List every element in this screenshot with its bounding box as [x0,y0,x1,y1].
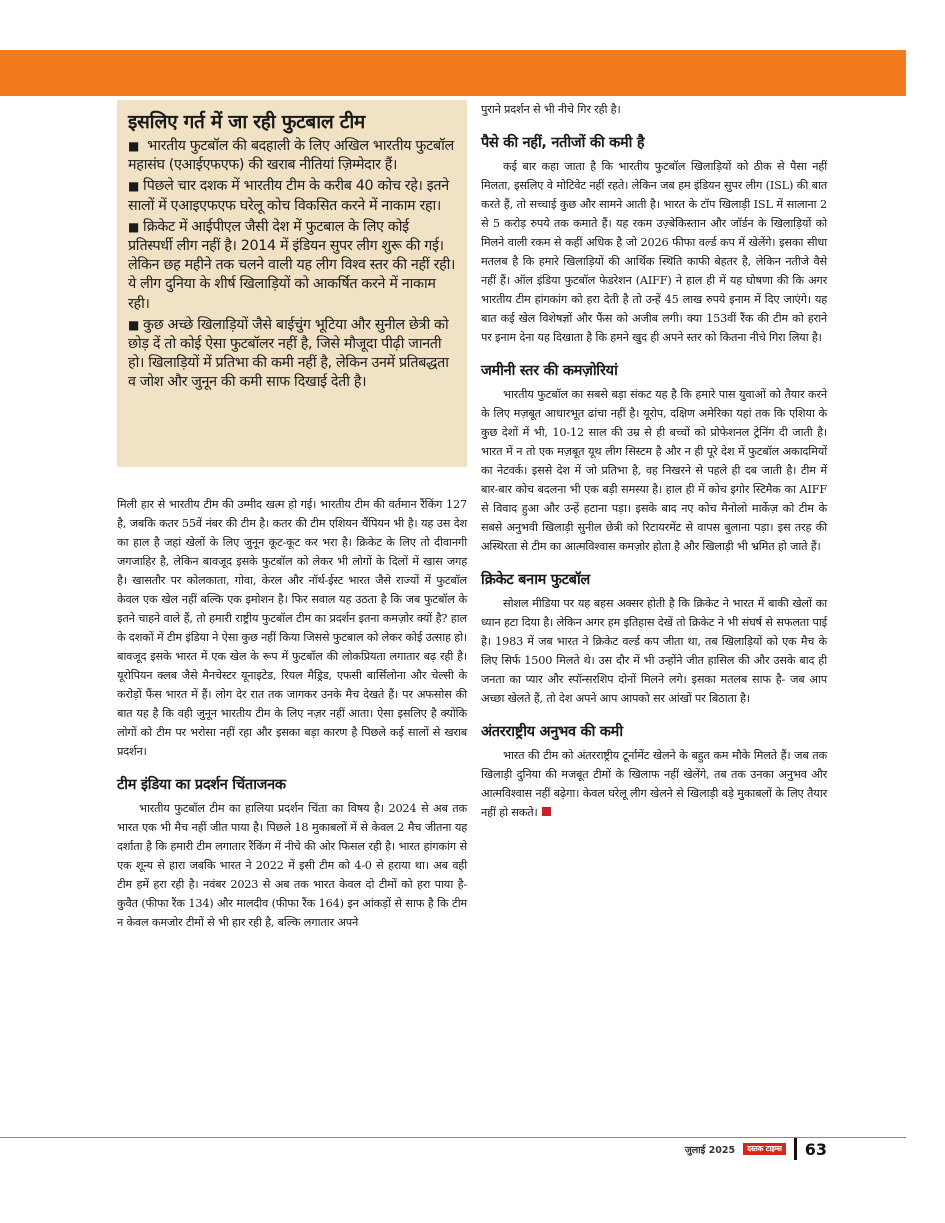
section-heading: टीम इंडिया का प्रदर्शन चिंताजनक [117,777,286,793]
sidebar-point [128,177,457,215]
sidebar-point [128,218,457,314]
sidebar-point-text: कुछ अच्छे खिलाड़ियों जैसे बाईचुंग भूटिया और सुनील छेत्री को छोड़ दें तो कोई ऐसा फुटबॉलर नहीं है, जिसे मौजूदा पीढ़ी जानती हो। खिलाड़ियों में प्रतिभा की कमी नहीं है, लेकिन उनमें प्रतिबद्धता व जोश और जुनून की कमी साफ दिखाई देती है। [128,316,449,391]
footer-rule [0,1137,906,1138]
sidebar-point [128,137,457,175]
sidebar-box [117,100,467,467]
end-mark-icon [542,807,551,816]
section-heading: जमीनी स्तर की कमज़ोरियां [481,363,618,379]
section-paragraph: सोशल मीडिया पर यह बहस अक्सर होती है कि क्रिकेट ने भारत में बाकी खेलों का ध्यान हटा दिया है। लेकिन अगर हम इतिहास देखें तो क्रिकेट ने भी संघर्ष से सफलता पाई है। 1983 में जब भारत ने क्रिकेट वर्ल्ड कप जीता था, तब खिलाड़ियों को एक मैच के लिए सिर्फ 1500 मिलते थे। उस दौर में भी उन्होंने जीत हासिल की और उसके बाद ही जनता का प्यार और स्पॉन्सरशिप दोनों मिलने लगे। इसका मतलब साफ है- जब आप अच्छा खेलते हैं, तो देश अपने आप आपको सर आंखों पर बिठाता है। [481,597,827,705]
square-bullet-icon: ■ [128,139,139,153]
section-paragraph [481,746,827,822]
header-color-band [0,50,906,96]
section-heading: अंतरराष्ट्रीय अनुभव की कमी [481,724,623,740]
intro-paragraph: मिली हार से भारतीय टीम की उम्मीद खत्म हो गई। भारतीय टीम की वर्तमान रैंकिंग 127 है, जबकि कतर 55वें नंबर की टीम है। कतर की टीम एशियन चैंपियन भी है। यह उस देश का हाल है जहां खेलों के लिए जुनून कूट-कूट कर भरा है। क्रिकेट के लिए तो दीवानगी जगजाहिर है, लेकिन बावजूद इसके फुटबॉल को लेकर भी लोगों के दिलों में खास जगह है। खासतौर पर कोलकाता, गोवा, केरल और नॉर्थ-ईस्ट भारत जैसे राज्यों में फुटबॉल केवल एक खेल नहीं बल्कि एक इमोशन है। फिर सवाल यह उठता है कि जब फुटबॉल के इतने चाहने वाले हैं, तो हमारी राष्ट्रीय फुटबॉल टीम का प्रदर्शन इतना कमज़ोर क्यों है? हाल के दशकों में टीम इंडिया ने ऐसा कुछ नहीं किया जिससे फुटबाल को लेकर कोई उत्साह हो। बावजूद इसके भारत में एक खेल के रूप में फुटबॉल की लोकप्रियता लगातार बढ़ रही है। यूरोपियन क्लब जैसे मैनचेस्टर यूनाइटेड, रियल मैड्रिड, एफसी बार्सिलोना और चेल्सी के करोड़ों फैंस भारत में हैं। लोग देर रात तक जागकर उनके मैच देखते हैं। पर अफसोस की बात यह है कि वही जुनून भारतीय टीम के लिए नज़र नहीं आता। ऐसा इसलिए है क्योंकि लोगों को टीम पर भरोसा नहीं रहा और इसका बड़ा कारण है पिछले कई सालों से खराब प्रदर्शन। [117,498,467,758]
section-heading: क्रिकेट बनाम फुटबॉल [481,572,590,588]
left-column [117,100,467,932]
sidebar-point-text: क्रिकेट में आईपीएल जैसी देश में फुटबाल के लिए कोई प्रतिस्पर्धी लीग नहीं है। 2014 में इंडियन सुपर लीग शुरू की गई। लेकिन छह महीने तक चलने वाली यह लीग विश्व स्तर की नहीं रही। ये लीग दुनिया के शीर्ष खिलाड़ियों को आकर्षित करने में नाकाम रही। [128,218,456,312]
square-bullet-icon: ■ [128,179,139,194]
page-number: 63 [804,1139,827,1159]
section-paragraph: भारतीय फुटबॉल का सबसे बड़ा संकट यह है कि हमारे पास युवाओं को तैयार करने के लिए मज़बूत आधारभूत ढांचा नहीं है। यूरोप, दक्षिण अमेरिका यहां तक कि एशिया के कुछ देशों में भी, 10-12 साल की उम्र से ही बच्चों को प्रोफेशनल ट्रेनिंग दी जाती है। भारत में न तो एक मज़बूत यूथ लीग सिस्टम है और न ही पूरे देश में फुटबॉल अकादमियों का नेटवर्क। इससे देश में जो प्रतिभा है, वह निखरने से पहले ही दब जाती है। टीम में बार-बार कोच बदलना भी एक बड़ी समस्या है। हाल ही में कोच इगोर स्टिमैक का AIFF से विवाद हुआ और उन्हें हटाना पड़ा। इसके बाद नए कोच मैनोलो मार्केज़ को टीम के सबसे अनुभवी खिलाड़ी सुनील छेत्री को रिटायरमेंट से वापस बुलाना पड़ा। इस तरह की अस्थिरता से टीम का आत्मविश्वास कमज़ोर होता है और खिलाड़ी भी भ्रमित हो जाते हैं। [481,388,827,553]
footer-divider [794,1138,797,1160]
section-paragraph: कई बार कहा जाता है कि भारतीय फुटबॉल खिलाड़ियों को ठीक से पैसा नहीं मिलता, इसलिए वे मोटिवेट नहीं रहते। लेकिन जब हम इंडियन सुपर लीग (ISL) की बात करते हैं, तो सच्चाई कुछ और सामने आती है। भारत के टॉप खिलाड़ी ISL में सालाना 2 से 5 करोड़ रुपये तक कमाते हैं। यह रकम उज़्बेकिस्तान और जॉर्डन के खिलाड़ियों को मिलने वाली रकम से कहीं अधिक है जो 2026 फीफा वर्ल्ड कप में खेलेंगे। इसका सीधा मतलब है कि हमारे खिलाड़ियों की आर्थिक स्थिति काफी बेहतर है, लेकिन नतीजे वैसे नहीं हैं। ऑल इंडिया फुटबॉल फेडरेशन (AIFF) ने हाल ही में यह घोषणा की कि अगर भारतीय टीम हांगकांग को हरा देती है तो उन्हें 45 लाख रुपये इनाम में दिए जाएंगे। यह बात कई खेल विशेषज्ञों और फैंस को अजीब लगी। क्या 153वीं रैंक की टीम को हराने पर इनाम देना यह दिखाता है कि हमने खुद ही अपने स्तर को कितना नीचे गिरा लिया है। [481,160,827,344]
sidebar-point-text: पिछले चार दशक में भारतीय टीम के करीब 40 कोच रहे। इतने सालों में एआइएफएफ घरेलू कोच विकसित करने में नाकाम रहा। [128,178,449,214]
page-footer [685,1139,827,1159]
sidebar-point [128,316,457,393]
magazine-logo: दस्तक टाइम्स [743,1143,786,1155]
section-paragraph: भारतीय फुटबॉल टीम का हालिया प्रदर्शन चिंता का विषय है। 2024 से अब तक भारत एक भी मैच नहीं जीत पाया है। पिछले 18 मुकाबलों में से केवल 2 मैच जीतना यह दर्शाता है कि हमारी टीम लगातार रैंकिंग में नीचे की ओर फिसल रही है। भारत हांगकांग से एक शून्य से हारा जबकि भारत ने 2022 में इसी टीम को 4-0 से हराया था। अब वही टीम हमें हरा रही है। नवंबर 2023 से अब तक भारत केवल दो टीमों को हरा पाया है- कुवैत (फीफा रैंक 134) और मालदीव (फीफा रैंक 164) इन आंकड़ों से साफ है कि टीम न केवल कमजोर टीमों से भी हार रही है, बल्कि लगातार अपने [117,802,467,929]
section-heading: पैसे की नहीं, नतीजों की कमी है [481,135,645,151]
sidebar-point-text: भारतीय फुटबॉल की बदहाली के लिए अखिल भारतीय फुटबॉल महासंघ (एआईएफएफ) की खराब नीतियां ज़िम्मेदार हैं। [128,138,454,174]
section-paragraph-text: भारत की टीम को अंतरराष्ट्रीय टूर्नामेंट खेलने के बहुत कम मौके मिलते हैं। जब तक खिलाड़ी दुनिया की मजबूत टीमों के खिलाफ नहीं खेलेंगे, तब तक उनका अनुभव और आत्मविश्वास नहीं बढ़ेगा। केवल घरेलू लीग खेलने से खिलाड़ी बड़े मुकाबलों के लिए तैयार नहीं हो सकते। [481,749,827,819]
square-bullet-icon: ■ [128,219,139,234]
right-column [481,100,827,822]
sidebar-title: इसलिए गर्त में जा रही फुटबाल टीम [128,111,365,133]
continuation-paragraph: पुराने प्रदर्शन से भी नीचे गिर रही है। [481,103,621,116]
issue-date: जुलाई 2025 [684,1144,736,1156]
square-bullet-icon: ■ [128,317,139,332]
